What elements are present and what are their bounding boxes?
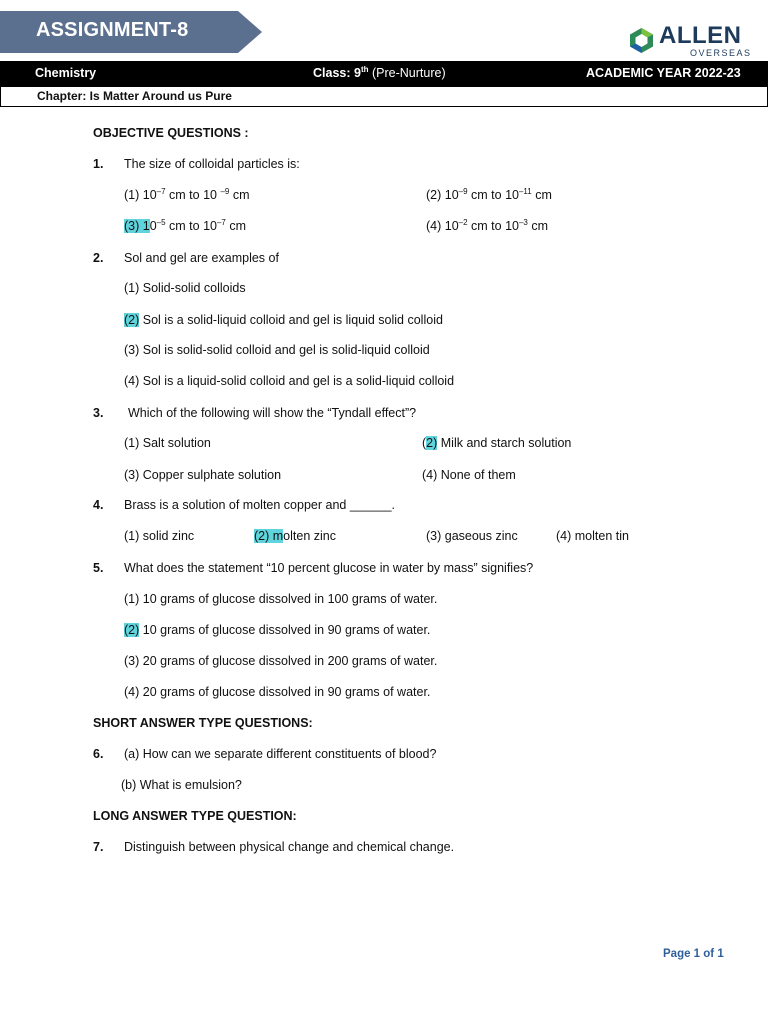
option-3: (3) gaseous zinc	[426, 529, 518, 543]
question-text: Which of the following will show the “Tyndall effect”?	[128, 406, 417, 420]
question-text: Distinguish between physical change and chemical change.	[124, 840, 455, 854]
answer-highlight: (2) m	[254, 529, 284, 543]
section-short-answer: SHORT ANSWER TYPE QUESTIONS:	[93, 716, 313, 730]
assignment-title: ASSIGNMENT-8	[36, 19, 189, 41]
option-3: (3) Sol is solid-solid colloid and gel is solid-liquid colloid	[124, 343, 430, 357]
option-3: (3) Copper sulphate solution	[124, 468, 282, 482]
question-text: What does the statement “10 percent glucose in water by mass” signifies?	[124, 561, 534, 575]
option-1: (1) 10 grams of glucose dissolved in 100 grams of water.	[124, 592, 438, 606]
header-bar	[0, 61, 768, 87]
answer-highlight: (3) 1	[124, 219, 150, 233]
question-text: (b) What is emulsion?	[121, 778, 242, 792]
question-number: 3.	[93, 406, 104, 420]
allen-logo-icon	[628, 27, 655, 54]
option-4: (4) 20 grams of glucose dissolved in 90 grams of water.	[124, 685, 431, 699]
logo-subtitle: OVERSEAS	[690, 48, 752, 58]
option-1: (1) solid zinc	[124, 529, 195, 543]
option-4: (4) $10^{-2}$ cm to $10^{-3}$ cm	[426, 218, 549, 233]
question-number: 6.	[93, 747, 104, 761]
question-number: 7.	[93, 840, 104, 854]
option-2-answer: (2) molten zinc	[254, 529, 336, 543]
section-objective: OBJECTIVE QUESTIONS :	[93, 126, 249, 140]
answer-highlight: 2)	[426, 436, 438, 450]
option-2: (2) $10^{-9}$ cm to $10^{-11}$ cm	[426, 187, 552, 202]
option-2-answer: (2) 10 grams of glucose dissolved in 90 grams of water.	[124, 623, 431, 637]
answer-highlight: (2)	[124, 313, 140, 327]
page-number: Page 1 of 1	[663, 948, 724, 960]
option-4: (4) Sol is a liquid-solid colloid and gel is a solid-liquid colloid	[124, 374, 455, 388]
chapter-row	[0, 86, 768, 107]
question-text: The size of colloidal particles is:	[124, 157, 300, 171]
class-label: Class: 9th (Pre-Nurture)	[313, 65, 446, 80]
option-1: (1) Solid-solid colloids	[124, 281, 246, 295]
question-number: 4.	[93, 498, 104, 512]
option-2-answer: (2) Milk and starch solution	[422, 436, 572, 450]
logo-wordmark: ALLEN	[659, 22, 742, 49]
option-1: (1) Salt solution	[124, 436, 211, 450]
section-long-answer: LONG ANSWER TYPE QUESTION:	[93, 809, 297, 823]
option-3: (3) 20 grams of glucose dissolved in 200 grams of water.	[124, 654, 438, 668]
option-2-answer: (2) Sol is a solid-liquid colloid and gel is liquid solid colloid	[124, 313, 443, 327]
question-text: Sol and gel are examples of	[124, 251, 279, 265]
option-3-answer: (3) $10^{-5}$ cm to $10^{-7}$ cm	[124, 218, 247, 233]
question-text: (a) How can we separate different constituents of blood?	[124, 747, 437, 761]
question-number: 5.	[93, 561, 104, 575]
subject-label: Chemistry	[35, 66, 97, 80]
option-1: (1) $10^{-7}$ cm to 10 $^{-9}$ cm	[124, 187, 250, 202]
academic-year-label: ACADEMIC YEAR 2022-23	[586, 66, 741, 80]
option-4: (4) None of them	[422, 468, 516, 482]
question-text: Brass is a solution of molten copper and ______.	[124, 498, 396, 512]
question-number: 2.	[93, 251, 104, 265]
chapter-label: Chapter: Is Matter Around us Pure	[37, 89, 232, 103]
question-number: 1.	[93, 157, 104, 171]
answer-highlight: (2)	[124, 623, 140, 637]
option-4: (4) molten tin	[556, 529, 629, 543]
